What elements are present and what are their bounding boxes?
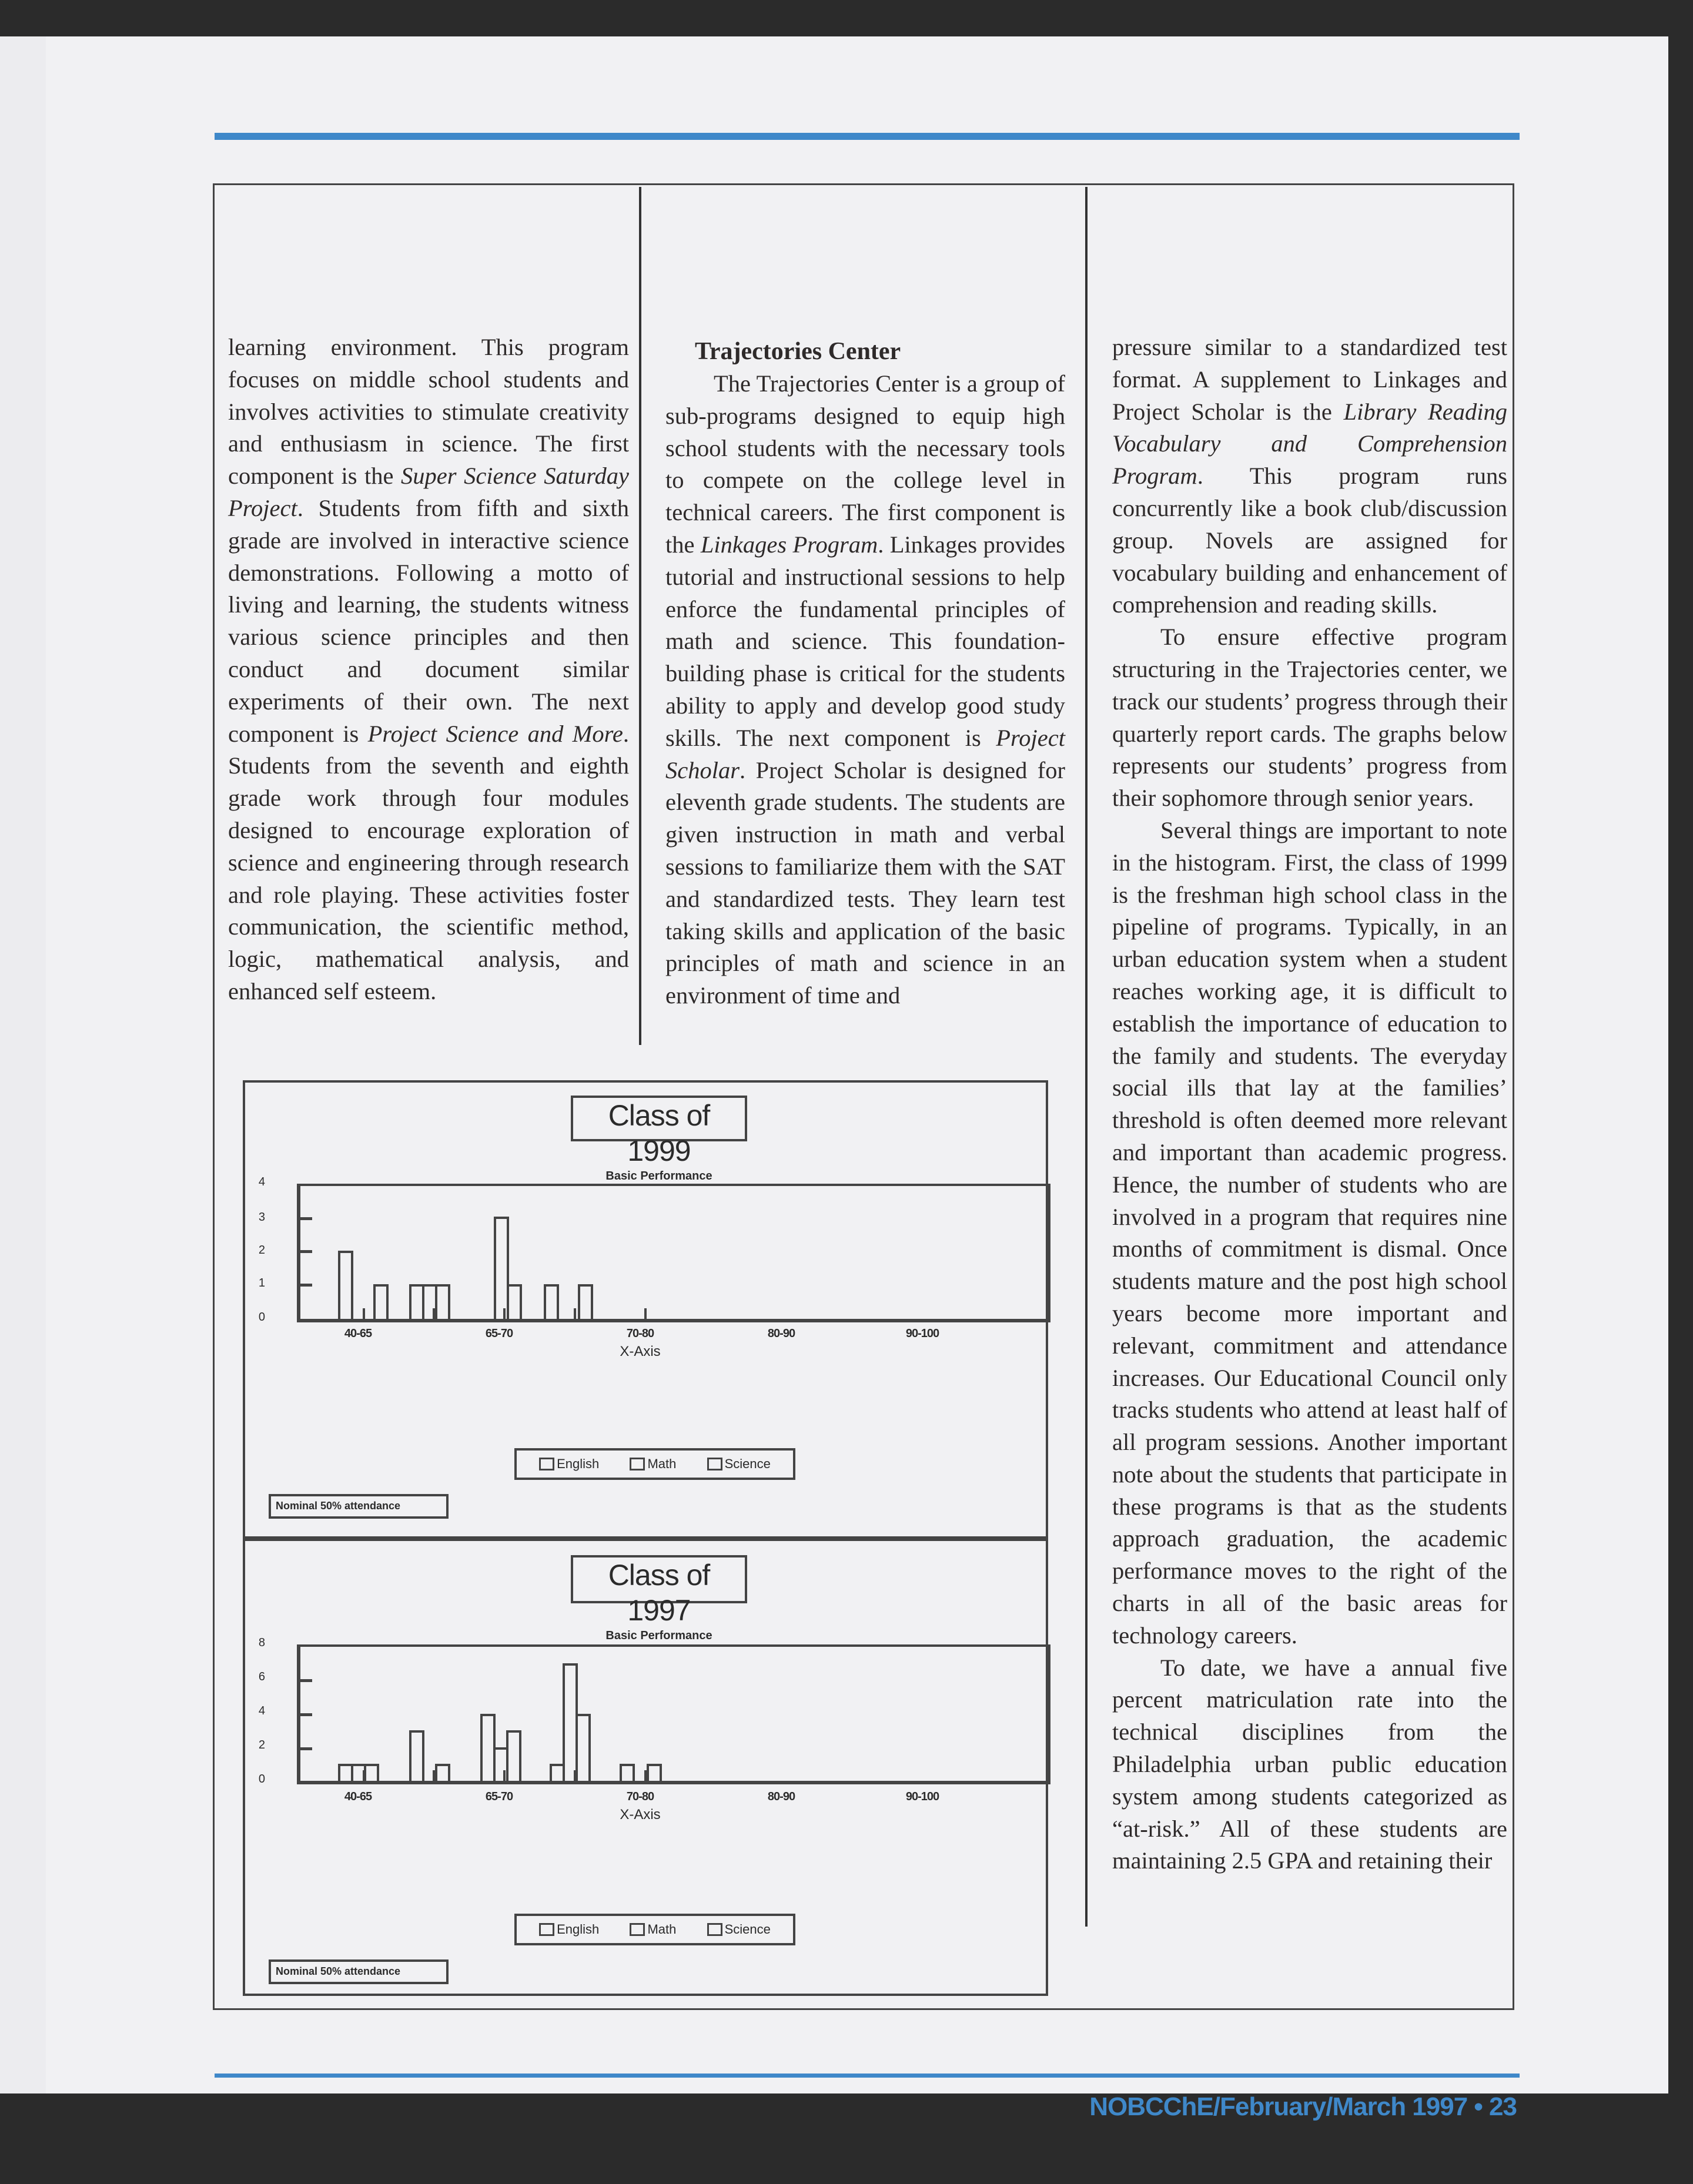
x-tick-label: 90-100: [905, 1327, 939, 1340]
x-tick-label: 80-90: [767, 1790, 795, 1803]
bar-science-40-65: [364, 1764, 379, 1781]
x-tick-label: 65-70: [485, 1790, 513, 1803]
chart-subtitle: Basic Performance: [605, 1629, 712, 1642]
y-tick-label: 8: [258, 1636, 265, 1649]
page-footer: NOBCChE/February/March 1997 • 23: [1089, 2092, 1517, 2121]
top-accent-rule: [215, 133, 1520, 140]
x-axis-label: X-Axis: [620, 1807, 661, 1823]
y-tick-label: 1: [258, 1277, 265, 1289]
bar-science-40-65: [373, 1284, 389, 1319]
bar-science-80-90: [576, 1714, 591, 1781]
y-tick-label: 2: [258, 1739, 265, 1751]
bar-english-65-70: [409, 1730, 424, 1781]
chart-subtitle: Basic Performance: [605, 1170, 712, 1183]
column-divider-1: [639, 187, 641, 1045]
chart-title: Class of 1997: [608, 1559, 710, 1627]
chart-title-box: [571, 1555, 747, 1642]
legend-item-math: Math: [630, 1922, 676, 1937]
x-tick-label: 40-65: [344, 1790, 372, 1803]
chart-class-of-1999: [243, 1080, 1048, 1539]
attendance-note: Nominal 50% attendance: [269, 1494, 449, 1519]
y-tick-label: 4: [258, 1175, 265, 1188]
paragraph: To date, we have a annual five percent matriculation rate into the technical disciplines from the Philadelphia urban public education system among students categorized as “at-risk.” All of these students are maintaining 2.5 GPA and retaining their: [1112, 1654, 1507, 1874]
y-tick-label: 3: [258, 1211, 265, 1224]
x-axis-label: X-Axis: [620, 1344, 661, 1359]
y-tick-label: 2: [258, 1244, 265, 1257]
paragraph: To ensure effective program structuring in the Trajectories center, we track our students’ progress through their quarterly report cards. The graphs below represents our students’ progress from their sophomore through senior years.: [1112, 624, 1507, 812]
x-tick-label: 90-100: [905, 1790, 939, 1803]
chart-title-box: [571, 1096, 747, 1183]
section-heading: Trajectories Center: [695, 338, 901, 365]
article-column-3: [1112, 331, 1507, 1877]
plot-area: [297, 1184, 1050, 1322]
legend-item-science: Science: [707, 1456, 771, 1472]
column-divider-2: [1085, 187, 1088, 1927]
facing-page-edge: [0, 36, 48, 2093]
chart-legend: [514, 1914, 795, 1945]
bar-science-70-80: [507, 1284, 522, 1319]
x-tick-label: 40-65: [344, 1327, 372, 1340]
y-tick-label: 0: [258, 1773, 265, 1786]
y-tick-label: 6: [258, 1670, 265, 1683]
x-tick-label: 80-90: [767, 1327, 795, 1340]
bar-english-90-100: [620, 1764, 635, 1781]
x-tick-label: 70-80: [626, 1790, 654, 1803]
legend-item-english: English: [539, 1922, 599, 1937]
chart-class-of-1997: [243, 1539, 1048, 1996]
x-tick-label: 65-70: [485, 1327, 513, 1340]
bar-science-70-80: [506, 1730, 521, 1781]
paragraph: pressure similar to a standardized test format. A supplement to Linkages and Project Scholar is the Library Reading Vocabulary and Comprehension Program. This program runs concurrently like a book club/discussion group. Novels are assigned for vocabulary building and enhancement of comprehension and reading skills.: [1112, 334, 1507, 618]
legend-item-english: English: [539, 1456, 599, 1472]
bar-english-40-65: [338, 1251, 353, 1319]
legend-item-science: Science: [707, 1922, 771, 1937]
y-tick-label: 4: [258, 1704, 265, 1717]
plot-area: [297, 1644, 1050, 1784]
paragraph: Several things are important to note in the histogram. First, the class of 1999 is the freshman high school class in the pipeline of programs. Typically, in an urban education system when a student reaches working age, it is difficult to establish the importance of education to the family and students. The everyday social ills that lay at the families’ threshold is often deemed more relevant and important than academic progress. Hence, the number of students who are involved in a program that requires nine months of commitment is dismal. Once students mature and the post high school years become more important and relevant, commitment and attendance increases. Our Educational Council only tracks students who attend at least half of all program sessions. Another important note about the students that participate in these programs is that as the students approach graduation, the academic performance moves to the right of the charts in all of the basic areas for technology careers.: [1112, 816, 1507, 1649]
chart-legend: [514, 1448, 795, 1480]
bar-science-65-70: [435, 1764, 450, 1781]
article-column-1: [228, 331, 629, 1008]
bar-english-80-90: [544, 1284, 559, 1319]
attendance-note: Nominal 50% attendance: [269, 1959, 449, 1984]
article-column-2: [665, 335, 1065, 1012]
y-tick-label: 0: [258, 1311, 265, 1324]
legend-item-math: Math: [630, 1456, 676, 1472]
paragraph: The Trajectories Center is a group of sub-programs designed to equip high school students with the necessary tools to compete on the college level in technical careers. The first component is the Linkages Program. Linkages provides tutorial and instructional sessions to help enforce the fundamental principles of math and science. This foundation-building phase is critical for the students ability to apply and develop good study skills. The next component is Project Scholar. Project Scholar is designed for eleventh grade students. The students are given instruction in math and verbal sessions to familiarize them with the SAT and standardized tests. They learn test taking skills and application of the basic principles of math and science in an environment of time and: [665, 370, 1065, 1009]
x-tick-label: 70-80: [626, 1327, 654, 1340]
bar-science-80-90: [578, 1284, 593, 1319]
paragraph: learning environment. This program focuses on middle school students and involves activities to stimulate creativity and enthusiasm in science. The first component is the Super Science Saturday Project. Students from fifth and sixth grade are involved in interactive science demonstrations. Following a motto of living and learning, the students witness various science principles and then conduct and document similar experiments of their own. The next component is Project Science and More. Students from the seventh and eighth grade work through four modules designed to encourage exploration of science and engineering through research and role playing. These activities foster communication, the scientific method, logic, mathematical analysis, and enhanced self esteem.: [228, 334, 629, 1004]
bar-science-90-100: [647, 1764, 662, 1781]
bottom-accent-rule: [215, 2074, 1520, 2078]
chart-title: Class of 1999: [608, 1099, 710, 1167]
bar-science-65-70: [435, 1284, 450, 1319]
